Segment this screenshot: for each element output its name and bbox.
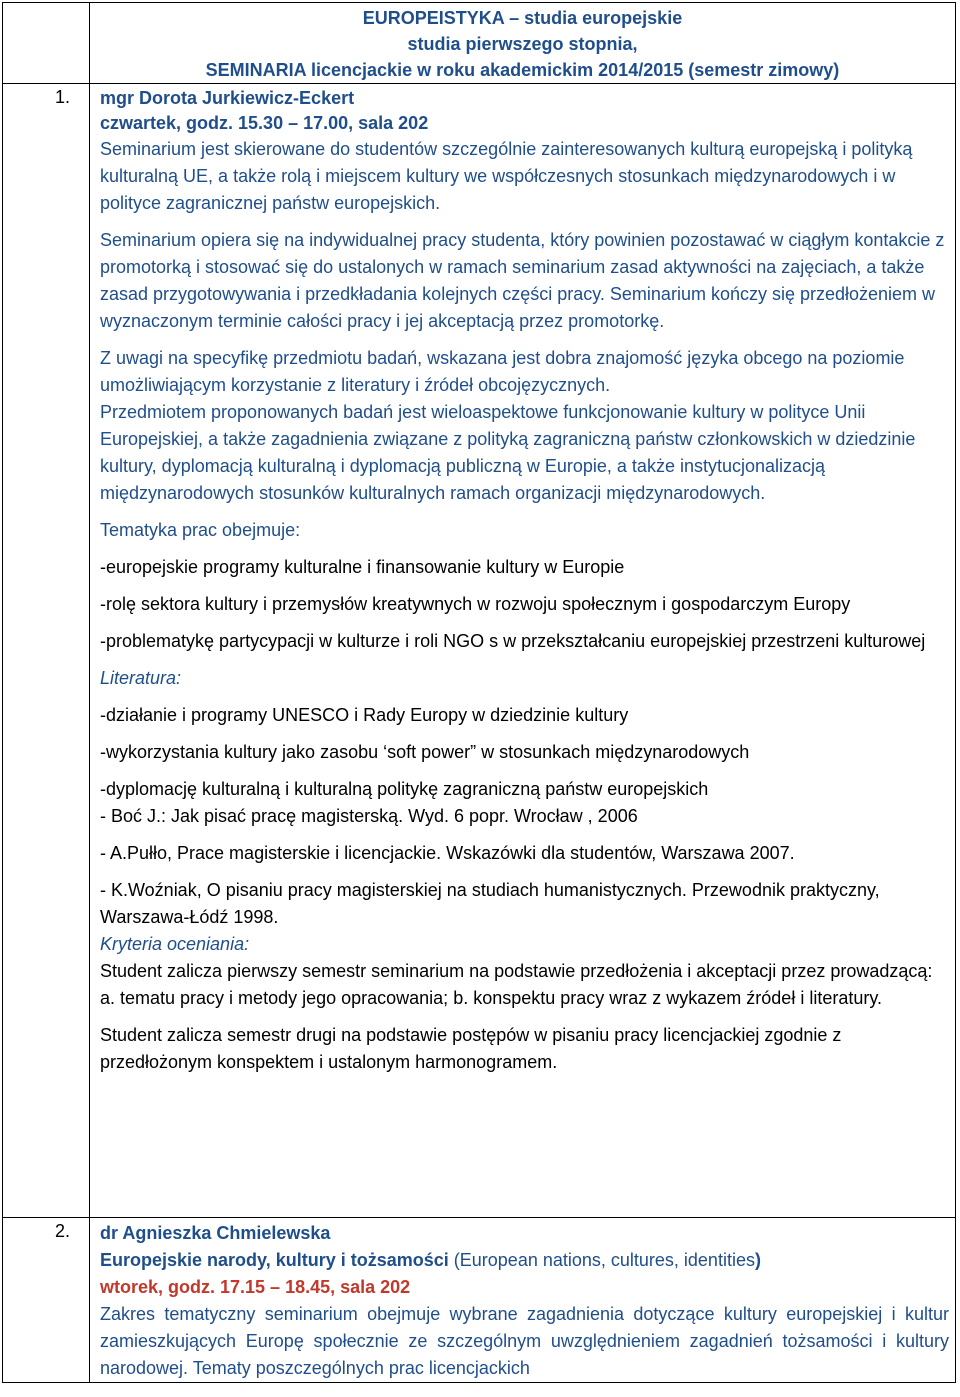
topic-item: -problematykę partycypacji w kulturze i roli NGO s w przekształcaniu europejskiej przestrzeni kulturowej [100,631,926,651]
header-title: EUROPEISTYKA – studia europejskie [362,8,683,28]
topics-heading: Tematyka prac obejmuje: [100,520,301,540]
criteria-item: Student zalicza pierwszy semestr seminarium na podstawie przedłożenia i akceptacji przez prowadzącą: a. tematu pracy i metody jego opracowania; b. konspektu pracy wraz z wykazem źródeł i literatury. [100,961,933,1008]
header-cell [90,3,956,84]
lecturer-name: mgr Dorota Jurkiewicz-Eckert [100,88,355,108]
header-subtitle: studia pierwszego stopnia, [407,34,638,54]
seminar-intro: Seminarium jest skierowane do studentów szczególnie zainteresowanych kulturą europejską i polityką kulturalną UE, a także rolą i miejscem kultury we współczesnych stosunkach międzynarodowych i w polityce zagranicznej państw europejskich. [100,139,913,213]
paragraph: Przedmiotem proponowanych badań jest wieloaspektowe funkcjonowanie kultury w polityce Unii Europejskiej, a także zagadnienia związane z polityką zagraniczną państw członkowskich w dziedzinie kultury, dyplomacją kulturalną i dyplomacją publiczną w Europie, a także instytucjonalizacją międzynarodowych stosunków kulturalnych ramach organizacji międzynarodowych. [100,402,916,503]
header-number-cell [3,3,90,84]
seminar-content-2 [90,1218,956,1383]
literature-item: - K.Woźniak, O pisaniu pracy magisterskiej na studiach humanistycznych. Przewodnik praktyczny, Warszawa-Łódź 1998. [100,880,880,927]
seminar-table [2,2,956,1383]
topic-item: -europejskie programy kulturalne i finansowanie kultury w Europie [100,557,625,577]
seminar-title-close: ) [754,1250,761,1270]
paragraph: Seminarium opiera się na indywidualnej pracy studenta, który powinien pozostawać w ciągłym kontakcie z promotorką i stosować się do ustalonych w ramach seminarium zasad aktywności na zajęciach, a także zasad przygotowywania i przedkładania kolejnych części pracy. Seminarium kończy się przedłożeniem w wyznaczonym terminie całości pracy i jej akceptacją przez promotorkę. [100,230,945,331]
paragraph: Z uwagi na specyfikę przedmiotu badań, wskazana jest dobra znajomość języka obcego na poziomie umożliwiającym korzystanie z literatury i źródeł obcojęzycznych. [100,348,905,395]
seminar-number: 1. [3,84,90,1218]
seminar-content-1 [90,84,956,1218]
lecturer-name: dr Agnieszka Chmielewska [100,1223,331,1243]
seminar-row-1 [3,84,956,1218]
seminar-time: wtorek, godz. 17.15 – 18.45, sala 202 [100,1277,411,1297]
seminar-title-en: (European nations, cultures, identities [448,1250,755,1270]
topic-item: -rolę sektora kultury i przemysłów kreatywnych w rozwoju społecznym i gospodarczym Europy [100,594,851,614]
seminar-number: 2. [3,1218,90,1383]
criteria-item: Student zalicza semestr drugi na podstawie postępów w pisaniu pracy licencjackiej zgodnie z przedłożonym konspektem i ustalonym harmonogramem. [100,1025,842,1072]
seminar-row-2 [3,1218,956,1383]
document-page [2,2,956,1395]
literature-item: -dyplomację kulturalną i kulturalną politykę zagraniczną państw europejskich [100,779,709,799]
literature-item: -wykorzystania kultury jako zasobu ‘soft power” w stosunkach międzynarodowych [100,742,750,762]
seminar-title [100,1247,949,1274]
literature-item: - Boć J.: Jak pisać pracę magisterską. Wyd. 6 popr. Wrocław , 2006 [100,806,638,826]
header-row [3,3,956,84]
literature-item: - A.Pułło, Prace magisterskie i licencjackie. Wskazówki dla studentów, Warszawa 2007. [100,843,795,863]
seminar-intro: Zakres tematyczny seminarium obejmuje wybrane zagadnienia dotyczące kultury europejskiej i kultur zamieszkujących Europę społecznie ze szczególnym uwzględnieniem zagadnień tożsamości i kultury narodowej. Tematy poszczególnych prac licencjackich [100,1304,949,1378]
criteria-heading: Kryteria oceniania: [100,934,250,954]
literature-heading: Literatura: [100,668,182,688]
seminar-time: czwartek, godz. 15.30 – 17.00, sala 202 [100,113,429,133]
seminar-title-pl: Europejskie narody, kultury i tożsamości [100,1250,449,1270]
literature-item: -działanie i programy UNESCO i Rady Europy w dziedzinie kultury [100,705,629,725]
header-semester: SEMINARIA licencjackie w roku akademickim 2014/2015 (semestr zimowy) [205,60,840,80]
